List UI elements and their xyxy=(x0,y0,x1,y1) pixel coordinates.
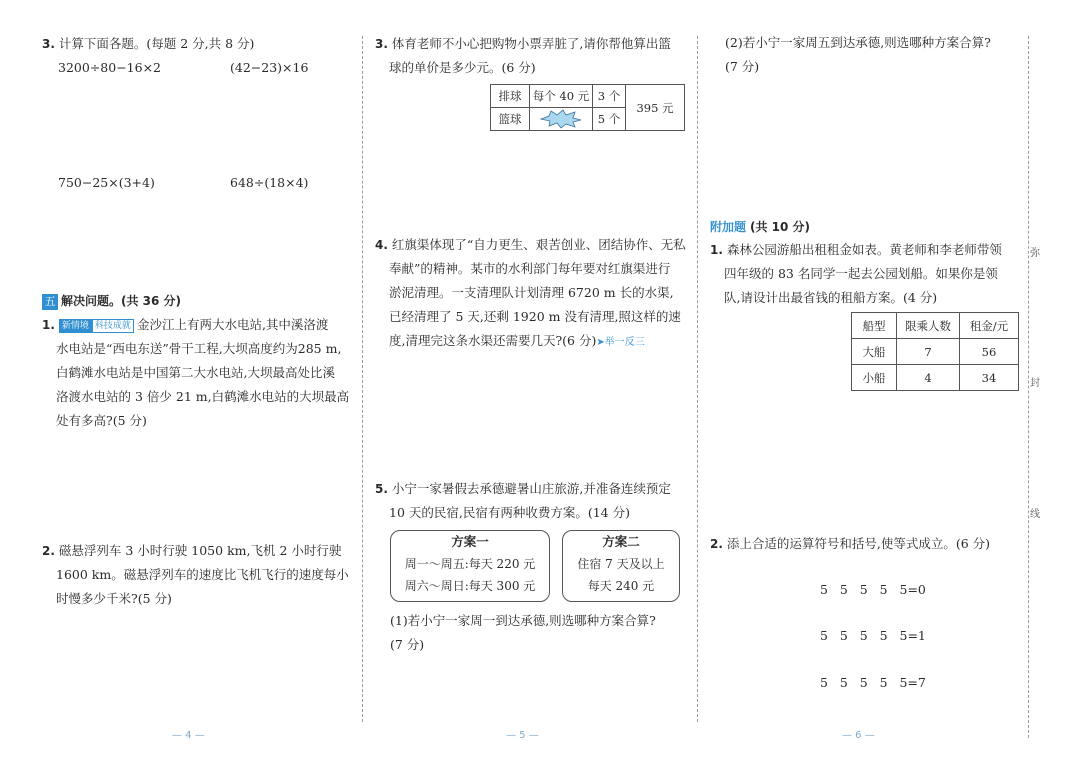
plan-line: 每天 240 元 xyxy=(587,579,655,593)
problem-line: 球的单价是多少元。(6 分) xyxy=(389,60,536,75)
problem-5-lodging xyxy=(375,477,671,525)
plan-title: 方案一 xyxy=(451,534,489,549)
question-text: 计算下面各题。(每题 2 分,共 8 分) xyxy=(58,36,255,51)
extension-link[interactable]: ➤举一反三 xyxy=(596,337,645,348)
sub-question-2 xyxy=(725,31,991,79)
header-cell: 船型 xyxy=(852,313,897,339)
bonus-label: 附加题 xyxy=(710,220,747,234)
question-3-calc xyxy=(42,32,254,56)
expression-2: (42−23)×16 xyxy=(230,60,309,75)
plan-line: 周一～周五:每天 220 元 xyxy=(404,557,536,571)
problem-line: 时慢多少千米?(5 分) xyxy=(56,591,172,606)
question-number: 4. xyxy=(375,238,388,252)
cell-volleyball-price: 每个 40 元 xyxy=(530,85,593,108)
problem-3-receipt xyxy=(375,32,671,80)
problem-line: 10 天的民宿,民宿有两种收费方案。(14 分) xyxy=(389,505,630,520)
binding-mark-mi: 弥 xyxy=(1030,248,1040,259)
expression-4: 648÷(18×4) xyxy=(230,175,309,190)
section-badge: 五 xyxy=(42,294,58,310)
sub-question-1 xyxy=(390,609,656,657)
cell-rent: 34 xyxy=(960,365,1019,391)
cell-capacity: 4 xyxy=(897,365,960,391)
header-cell: 租金/元 xyxy=(960,313,1019,339)
page-number-5: — 5 — xyxy=(506,730,539,741)
equation-2: 5 5 5 5 5=1 xyxy=(820,628,926,643)
question-number: 1. xyxy=(42,318,55,332)
problem-line: 白鹤滩水电站是中国第二大水电站,大坝最高处比溪 xyxy=(56,365,335,380)
question-number: 3. xyxy=(375,37,388,51)
question-number: 2. xyxy=(710,537,723,551)
column-divider-left xyxy=(362,36,363,722)
cell-rent: 56 xyxy=(960,339,1019,365)
page-number-4: — 4 — xyxy=(172,730,205,741)
plan-one-box xyxy=(390,530,550,602)
binding-mark-feng: 封 xyxy=(1030,378,1040,389)
sub-question-line: (2)若小宁一家周五到达承德,则选哪种方案合算? xyxy=(725,35,991,50)
boat-rental-table xyxy=(851,312,1019,391)
cell-total: 395 元 xyxy=(626,85,685,131)
problem-line: 1600 km。磁悬浮列车的速度比飞机飞行的速度每小 xyxy=(56,567,349,582)
header-cell: 限乘人数 xyxy=(897,313,960,339)
plan-line: 住宿 7 天及以上 xyxy=(577,557,665,571)
column-divider-right xyxy=(697,36,698,722)
cell-capacity: 7 xyxy=(897,339,960,365)
problem-line: 度,清理完这条水渠还需要几天?(6 分) xyxy=(389,333,597,348)
ink-stain-icon xyxy=(539,109,583,129)
tech-achievement-tag: 科技成就 xyxy=(92,319,134,333)
page-number-6: — 6 — xyxy=(842,730,875,741)
plan-line: 周六～周日:每天 300 元 xyxy=(404,579,536,593)
cell-volleyball-qty: 3 个 xyxy=(593,85,626,108)
problem-1 xyxy=(42,313,349,433)
cell-boat-type: 大船 xyxy=(852,339,897,365)
sub-question-line: (7 分) xyxy=(725,59,760,74)
problem-line: 森林公园游船出租租金如表。黄老师和李老师带领 xyxy=(726,242,1002,257)
problem-line: 处有多高?(5 分) xyxy=(56,413,147,428)
section-title: 解决问题。(共 36 分) xyxy=(61,294,182,308)
problem-2 xyxy=(42,539,349,611)
plan-two-box xyxy=(562,530,680,602)
question-number: 2. xyxy=(42,544,55,558)
problem-line: 金沙江上有两大水电站,其中溪洛渡 xyxy=(136,317,329,332)
cell-basketball: 篮球 xyxy=(491,108,530,131)
expression-3: 750−25×(3+4) xyxy=(58,175,155,190)
problem-line: 奉献”的精神。某市的水利部门每年要对红旗渠进行 xyxy=(389,261,671,276)
cell-boat-type: 小船 xyxy=(852,365,897,391)
problem-line: 添上合适的运算符号和括号,使等式成立。(6 分) xyxy=(726,536,991,551)
equation-1: 5 5 5 5 5=0 xyxy=(820,582,926,597)
stain-cell xyxy=(530,108,593,131)
equation-3: 5 5 5 5 5=7 xyxy=(820,675,926,690)
section-five-heading xyxy=(42,289,181,313)
sub-question-line: (1)若小宁一家周一到达承德,则选哪种方案合算? xyxy=(390,613,656,628)
problem-line: 磁悬浮列车 3 小时行驶 1050 km,飞机 2 小时行驶 xyxy=(58,543,342,558)
problem-line: 四年级的 83 名同学一起去公园划船。如果你是领 xyxy=(724,266,998,281)
problem-4-canal xyxy=(375,233,686,355)
sub-question-line: (7 分) xyxy=(390,637,425,652)
bonus-score: (共 10 分) xyxy=(750,220,811,234)
bonus-problem-1 xyxy=(710,238,1002,310)
bonus-problem-2 xyxy=(710,532,990,556)
cell-volleyball: 排球 xyxy=(491,85,530,108)
cell-basketball-qty: 5 个 xyxy=(593,108,626,131)
expression-1: 3200÷80−16×2 xyxy=(58,60,161,75)
problem-line: 洛渡水电站的 3 倍少 21 m,白鹤滩水电站的大坝最高 xyxy=(56,389,350,404)
question-number: 1. xyxy=(710,243,723,257)
problem-line: 队,请设计出最省钱的租船方案。(4 分) xyxy=(724,290,938,305)
problem-line: 体育老师不小心把购物小票弄脏了,请你帮他算出篮 xyxy=(391,36,671,51)
problem-line: 已经清理了 5 天,还剩 1920 m 没有清理,照这样的速 xyxy=(389,309,681,324)
binding-mark-xian: 线 xyxy=(1030,509,1040,520)
question-number: 5. xyxy=(375,482,388,496)
problem-line: 红旗渠体现了“自力更生、艰苦创业、团结协作、无私 xyxy=(391,237,686,252)
question-number: 3. xyxy=(42,37,55,51)
problem-line: 淤泥清理。一支清理队计划清理 6720 m 长的水渠, xyxy=(389,285,674,300)
new-context-tag: 新情境 xyxy=(59,319,92,333)
receipt-table xyxy=(490,84,685,131)
plan-title: 方案二 xyxy=(602,534,640,549)
bonus-heading xyxy=(710,215,810,239)
problem-line: 小宁一家暑假去承德避暑山庄旅游,并准备连续预定 xyxy=(391,481,671,496)
binding-line xyxy=(1028,36,1029,738)
problem-line: 水电站是“西电东送”骨干工程,大坝高度约为285 m, xyxy=(56,341,342,356)
